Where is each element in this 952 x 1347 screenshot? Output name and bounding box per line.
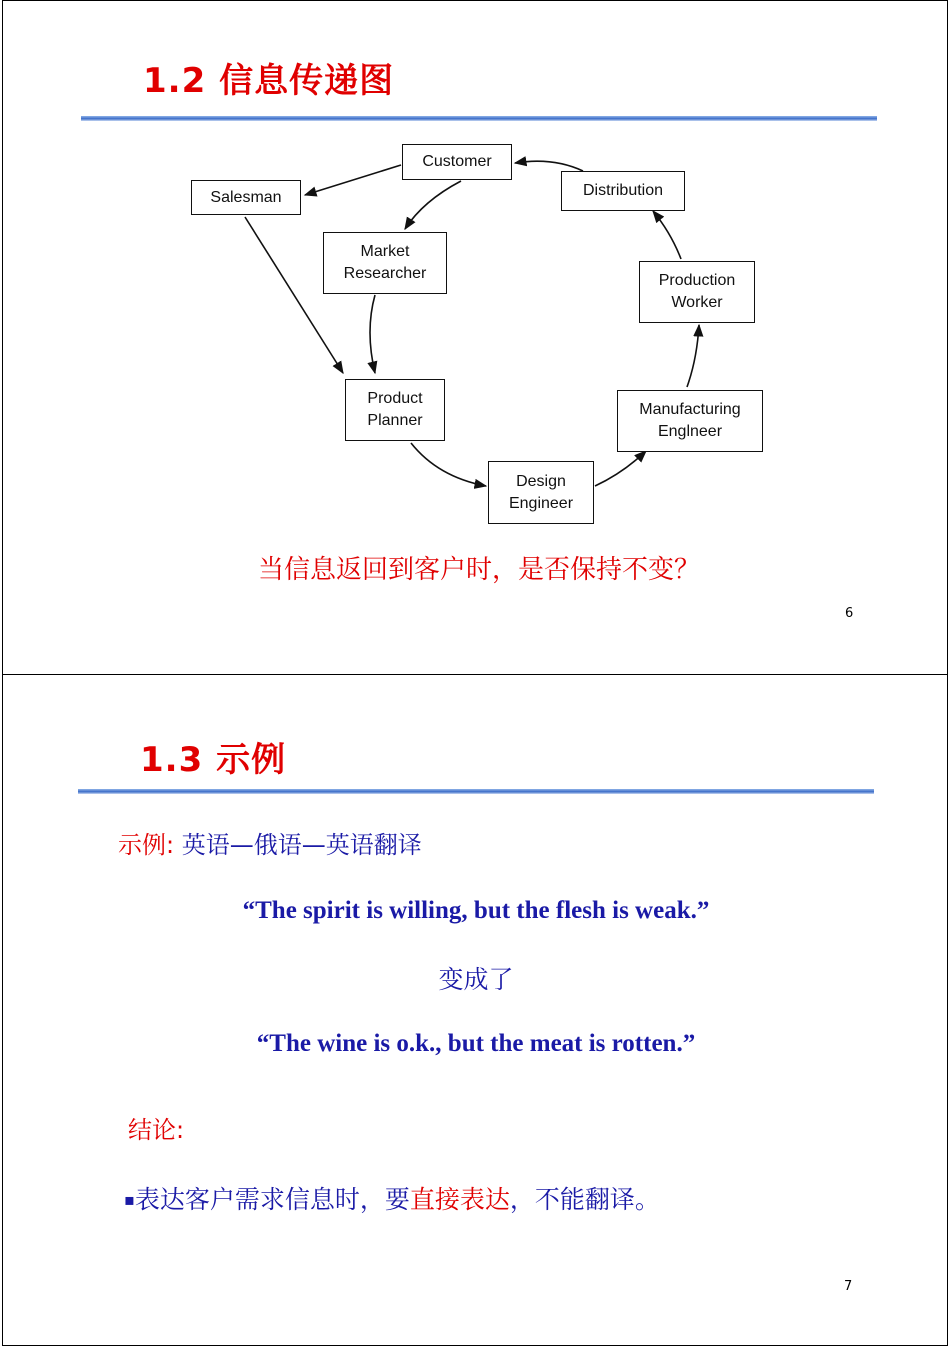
page-number-2: 7: [844, 1279, 853, 1294]
title-underline-2: [78, 789, 874, 794]
node-product-planner-line2: Planner: [367, 412, 423, 429]
arrow-distribution-customer: [515, 161, 583, 171]
node-production-worker-line1: Production: [658, 272, 736, 289]
example-line: [118, 825, 422, 860]
conclusion-highlight: 直接表达: [409, 1185, 510, 1214]
node-manufacturing-engineer-line2: Englneer: [657, 423, 723, 440]
slide-title-2: 1.3 示例: [140, 740, 287, 780]
node-production-worker: [639, 261, 755, 323]
conclusion-label: 结论:: [128, 1116, 185, 1144]
conclusion-text-pre: 表达客户需求信息时，要: [134, 1185, 410, 1214]
node-product-planner: [345, 379, 445, 441]
question-text: 当信息返回到客户时，是否保持不变？: [257, 555, 700, 585]
arrow-market-researcher-product-planner: [370, 295, 375, 373]
node-market-researcher: [323, 232, 447, 294]
arrow-customer-market-researcher: [405, 181, 461, 229]
original-sentence: “The spirit is willing, but the flesh is weak.”: [242, 897, 710, 924]
arrow-design-engineer-manufacturing-engineer: [595, 451, 646, 486]
translated-sentence: “The wine is o.k., but the meat is rotten.”: [256, 1030, 696, 1057]
became-text: 变成了: [438, 965, 514, 994]
arrow-production-worker-distribution: [653, 211, 681, 259]
conclusion-bullet-line: [124, 1180, 660, 1216]
node-product-planner-line1: Product: [367, 390, 423, 407]
example-colon: :: [166, 831, 175, 859]
node-design-engineer-line2: Engineer: [508, 494, 574, 512]
node-manufacturing-engineer-line1: Manufacturing: [639, 401, 741, 418]
node-customer-label: Customer: [422, 153, 492, 170]
node-customer: [402, 144, 512, 180]
node-distribution-label: Distribution: [582, 182, 664, 199]
node-market-researcher-line1: Market: [360, 243, 410, 260]
arrow-product-planner-design-engineer: [411, 443, 486, 486]
information-flow-diagram: [183, 141, 773, 531]
node-distribution: [561, 171, 685, 211]
example-label: 示例: [118, 831, 166, 859]
slide-title: 1.2 信息传递图: [143, 61, 395, 101]
conclusion-text-post: ，不能翻译。: [509, 1185, 660, 1214]
arrow-manufacturing-engineer-production-worker: [687, 325, 699, 387]
node-design-engineer: [488, 461, 594, 524]
node-market-researcher-line2: Researcher: [343, 265, 427, 282]
node-production-worker-line2: Worker: [671, 294, 723, 311]
arrow-customer-salesman: [305, 165, 401, 195]
example-text: 英语—俄语—英语翻译: [181, 831, 422, 859]
slide-6: [2, 0, 948, 675]
node-design-engineer-line1: Design: [516, 472, 566, 490]
node-salesman-label: Salesman: [210, 188, 282, 206]
node-manufacturing-engineer: [617, 390, 763, 452]
page-number: 6: [845, 606, 854, 621]
bullet-icon: ▪: [124, 1190, 135, 1209]
node-salesman: [191, 180, 301, 215]
title-underline: [81, 116, 877, 121]
